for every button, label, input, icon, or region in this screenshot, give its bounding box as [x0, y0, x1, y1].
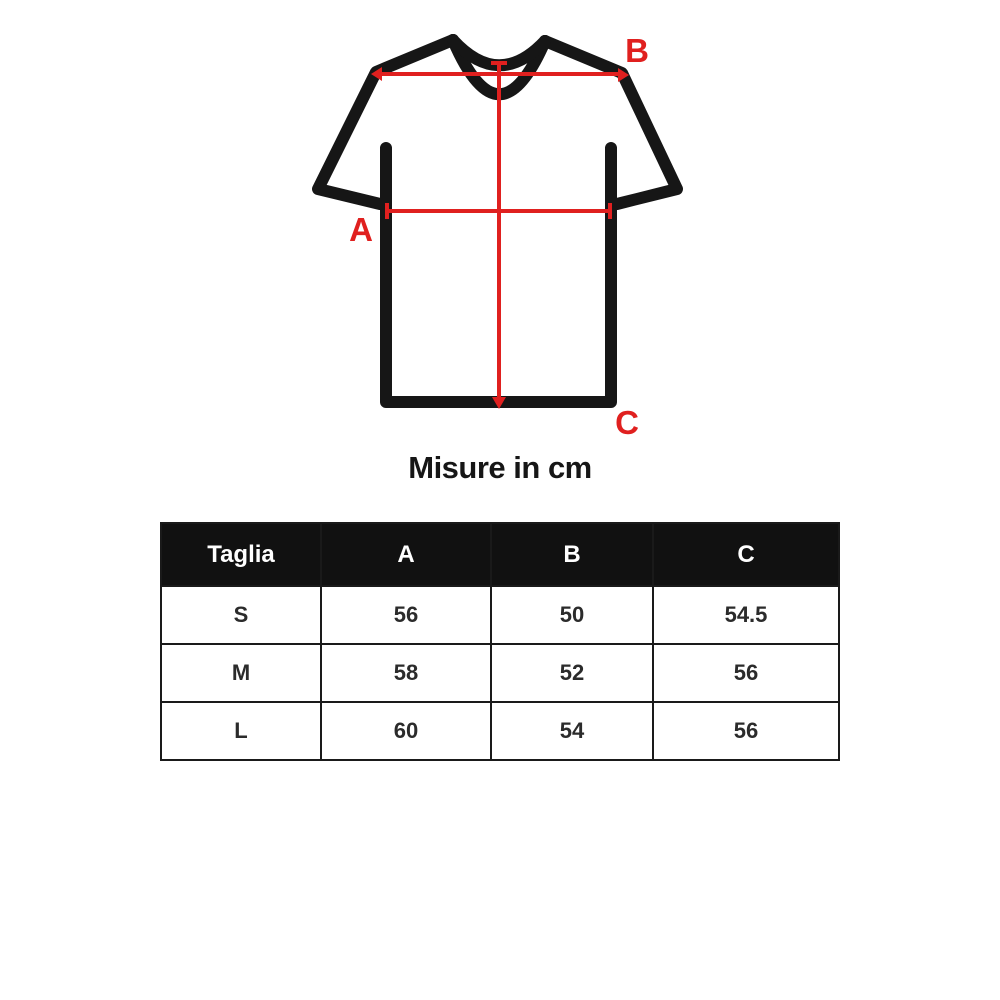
size-cell: S	[161, 586, 321, 644]
measurement-label-b: B	[625, 32, 649, 69]
measure-cell-c: 54.5	[653, 586, 839, 644]
page-title: Misure in cm	[408, 450, 592, 485]
size-cell: L	[161, 702, 321, 760]
size-cell: M	[161, 644, 321, 702]
measure-cell-a: 60	[321, 702, 491, 760]
table-row-size-s	[161, 586, 839, 644]
measure-cell-c: 56	[653, 644, 839, 702]
size-table	[160, 522, 840, 761]
measurement-label-a: A	[349, 211, 373, 248]
size-table-header-row	[161, 523, 839, 586]
measure-cell-b: 54	[491, 702, 653, 760]
measurement-label-c: C	[615, 404, 639, 441]
measure-cell-a: 58	[321, 644, 491, 702]
column-header-a: A	[321, 523, 491, 586]
measure-cell-a: 56	[321, 586, 491, 644]
column-header-c: C	[653, 523, 839, 586]
measure-cell-b: 52	[491, 644, 653, 702]
column-header-b: B	[491, 523, 653, 586]
column-header-taglia: Taglia	[161, 523, 321, 586]
tshirt-measurement-diagram	[0, 0, 1000, 460]
table-row-size-m	[161, 644, 839, 702]
table-row-size-l	[161, 702, 839, 760]
measure-cell-b: 50	[491, 586, 653, 644]
measure-cell-c: 56	[653, 702, 839, 760]
